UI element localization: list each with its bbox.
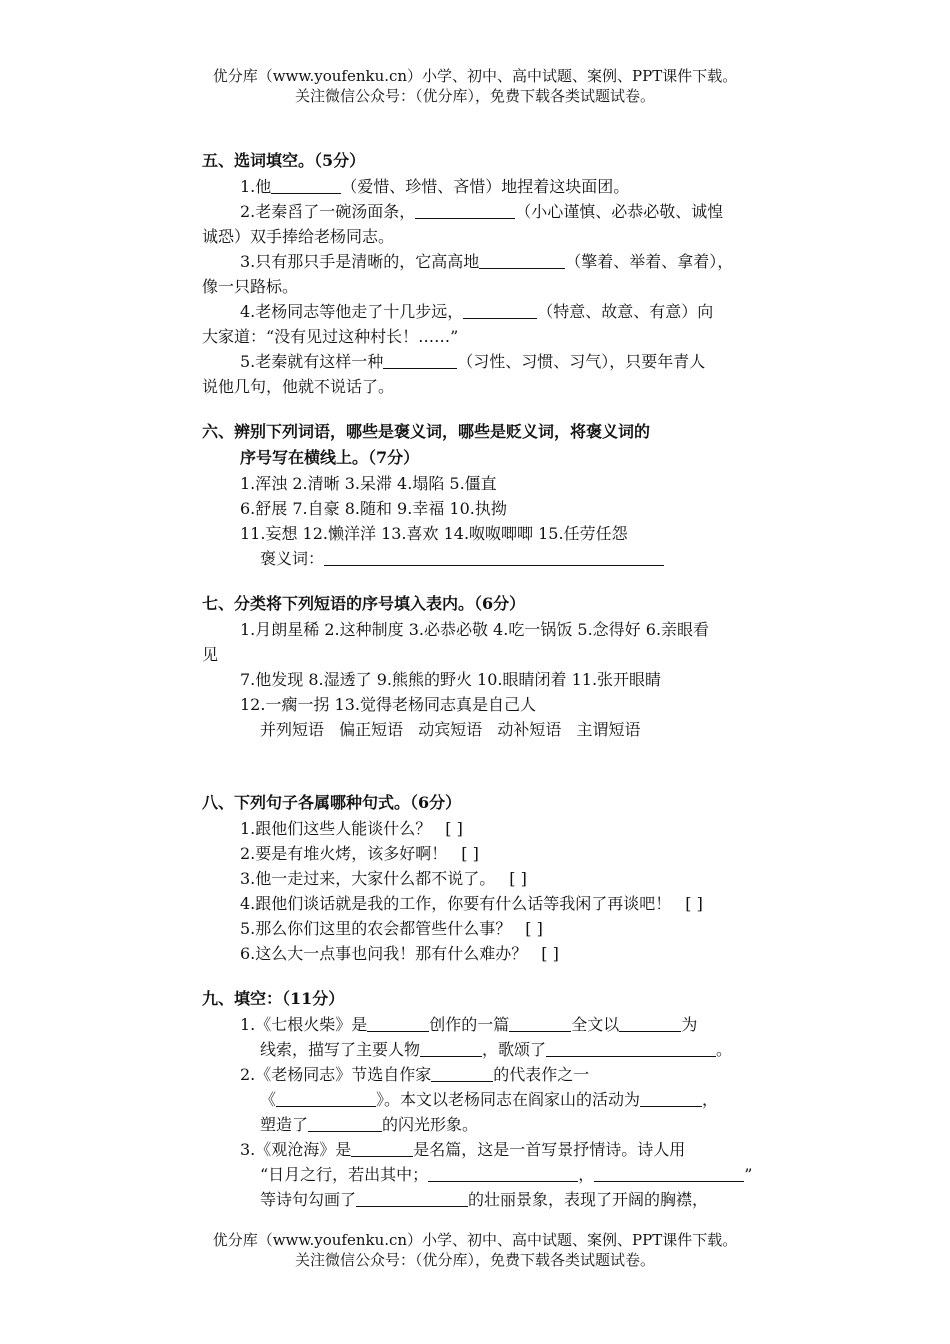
answer-blank[interactable] bbox=[546, 1040, 716, 1057]
answer-blank[interactable] bbox=[479, 252, 565, 269]
answer-bracket[interactable]: [ ] bbox=[445, 819, 463, 838]
category-label: 动宾短语 bbox=[418, 720, 483, 739]
s9-q3-cont2: 等诗句勾画了 的壮丽景象，表现了开阔的胸襟， bbox=[260, 1190, 709, 1209]
footer-line-1: 优分库（www.youfenku.cn）小学、初中、高中试题、案例、PPT课件下载。 bbox=[212, 1231, 738, 1249]
s7-phrases-2: 7.他发现 8.湿透了 9.熊熊的野火 10.眼睛闭着 11.张开眼睛 bbox=[240, 670, 662, 689]
s6-words-2: 6.舒展 7.自豪 8.随和 9.幸福 10.执拗 bbox=[240, 499, 507, 518]
s5-q4: 4.老杨同志等他走了十几步远， （特意、故意、有意）向 bbox=[240, 302, 714, 321]
s7-categories bbox=[202, 717, 812, 742]
s5-q1: 1.他 （爱惜、珍惜、吝惜）地捏着这块面团。 bbox=[240, 177, 630, 196]
section-6-title-cont: 序号写在横线上。（7分） bbox=[240, 448, 420, 467]
answer-blank[interactable] bbox=[431, 1065, 493, 1082]
answer-blank[interactable] bbox=[640, 1090, 702, 1107]
s8-item: 4.跟他们谈话就是我的工作，你要有什么话等我闲了再谈吧！ [ ] bbox=[240, 894, 703, 913]
s7-phrases-1-cont: 见 bbox=[202, 645, 219, 664]
s9-q3-cont: “日月之行，若出其中； ， ” bbox=[260, 1165, 753, 1184]
s6-words-3: 11.妄想 12.懒洋洋 13.喜欢 14.呶呶唧唧 15.任劳任怨 bbox=[240, 524, 628, 543]
s7-phrases-1: 1.月朗星稀 2.这种制度 3.必恭必敬 4.吃一锅饭 5.念得好 6.亲眼看 bbox=[240, 620, 710, 639]
s8-item: 6.这么大一点事也问我！那有什么难办？ [ ] bbox=[240, 944, 559, 963]
answer-blank[interactable] bbox=[351, 1140, 413, 1157]
answer-blank[interactable] bbox=[428, 1165, 578, 1182]
header-line-2: 关注微信公众号：（优分库），免费下载各类试题试卷。 bbox=[294, 87, 655, 105]
s9-q2-cont: 《 》。本文以老杨同志在阎家山的活动为 ， bbox=[260, 1090, 719, 1109]
answer-blank[interactable] bbox=[463, 302, 537, 319]
section-9-title: 九、填空：（11分） bbox=[202, 989, 345, 1008]
s5-q5: 5.老秦就有这样一种 （习性、习惯、习气），只要年青人 bbox=[240, 352, 706, 371]
answer-blank[interactable] bbox=[383, 352, 457, 369]
answer-bracket[interactable]: [ ] bbox=[685, 894, 703, 913]
s7-phrases-3: 12.一瘸一拐 13.觉得老杨同志真是自己人 bbox=[240, 695, 536, 714]
answer-blank[interactable] bbox=[308, 1115, 382, 1132]
answer-blank[interactable] bbox=[276, 1090, 376, 1107]
answer-blank[interactable] bbox=[324, 549, 664, 566]
answer-blank[interactable] bbox=[367, 1015, 429, 1032]
s9-q3: 3.《观沧海》是 是名篇，这是一首写景抒情诗。诗人用 bbox=[240, 1140, 686, 1159]
answer-blank[interactable] bbox=[619, 1015, 681, 1032]
s9-q1-cont: 线索，描写了主要人物 ，歌颂了 。 bbox=[260, 1040, 733, 1059]
s8-item: 2.要是有堆火烤，该多好啊！ [ ] bbox=[240, 844, 479, 863]
answer-bracket[interactable]: [ ] bbox=[509, 869, 527, 888]
answer-blank[interactable] bbox=[415, 202, 515, 219]
s6-answer: 褒义词： bbox=[202, 546, 812, 571]
answer-blank[interactable] bbox=[356, 1190, 468, 1207]
category-label: 并列短语 bbox=[260, 720, 325, 739]
answer-blank[interactable] bbox=[420, 1040, 482, 1057]
s8-item: 5.那么你们这里的农会都管些什么事？ [ ] bbox=[240, 919, 543, 938]
s5-q3-cont: 像一只路标。 bbox=[202, 277, 299, 296]
page-header bbox=[0, 66, 950, 106]
answer-blank[interactable] bbox=[271, 177, 341, 194]
s5-q4-cont: 大家道：“没有见过这种村长！……” bbox=[202, 327, 459, 346]
answer-blank[interactable] bbox=[594, 1165, 744, 1182]
section-5-title: 五、选词填空。（5分） bbox=[202, 151, 366, 170]
answer-blank[interactable] bbox=[509, 1015, 571, 1032]
s6-words-1: 1.浑浊 2.清晰 3.呆滞 4.塌陷 5.僵直 bbox=[240, 474, 497, 493]
section-7-title: 七、分类将下列短语的序号填入表内。（6分） bbox=[202, 594, 526, 613]
answer-bracket[interactable]: [ ] bbox=[525, 919, 543, 938]
footer-line-2: 关注微信公众号：（优分库），免费下载各类试题试卷。 bbox=[294, 1251, 655, 1269]
section-8-title: 八、下列句子各属哪种句式。（6分） bbox=[202, 793, 462, 812]
s9-q1: 1.《七根火柴》是 创作的一篇 全文以 为 bbox=[240, 1015, 698, 1034]
s8-item: 1.跟他们这些人能谈什么？ [ ] bbox=[240, 819, 463, 838]
answer-bracket[interactable]: [ ] bbox=[541, 944, 559, 963]
s5-q5-cont: 说他几句，他就不说话了。 bbox=[202, 377, 395, 396]
s9-q2: 2.《老杨同志》节选自作家 的代表作之一 bbox=[240, 1065, 590, 1084]
s8-item: 3.他一走过来，大家什么都不说了。 [ ] bbox=[240, 869, 527, 888]
s5-q2-cont: 诚恐）双手捧给老杨同志。 bbox=[202, 227, 395, 246]
category-label: 动补短语 bbox=[497, 720, 562, 739]
section-6-title: 六、辨别下列词语，哪些是褒义词，哪些是贬义词，将褒义词的 bbox=[202, 422, 651, 441]
category-label: 偏正短语 bbox=[339, 720, 404, 739]
exam-content bbox=[202, 148, 812, 1212]
s9-q2-cont2: 塑造了 的闪光形象。 bbox=[260, 1115, 479, 1134]
s5-q2: 2.老秦舀了一碗汤面条， （小心谨慎、必恭必敬、诚惶 bbox=[240, 202, 724, 221]
category-label: 主谓短语 bbox=[576, 720, 641, 739]
page-footer bbox=[0, 1230, 950, 1270]
answer-bracket[interactable]: [ ] bbox=[461, 844, 479, 863]
s5-q3: 3.只有那只手是清晰的，它高高地 （擎着、举着、拿着）， bbox=[240, 252, 734, 271]
header-line-1: 优分库（www.youfenku.cn）小学、初中、高中试题、案例、PPT课件下载。 bbox=[212, 67, 738, 85]
